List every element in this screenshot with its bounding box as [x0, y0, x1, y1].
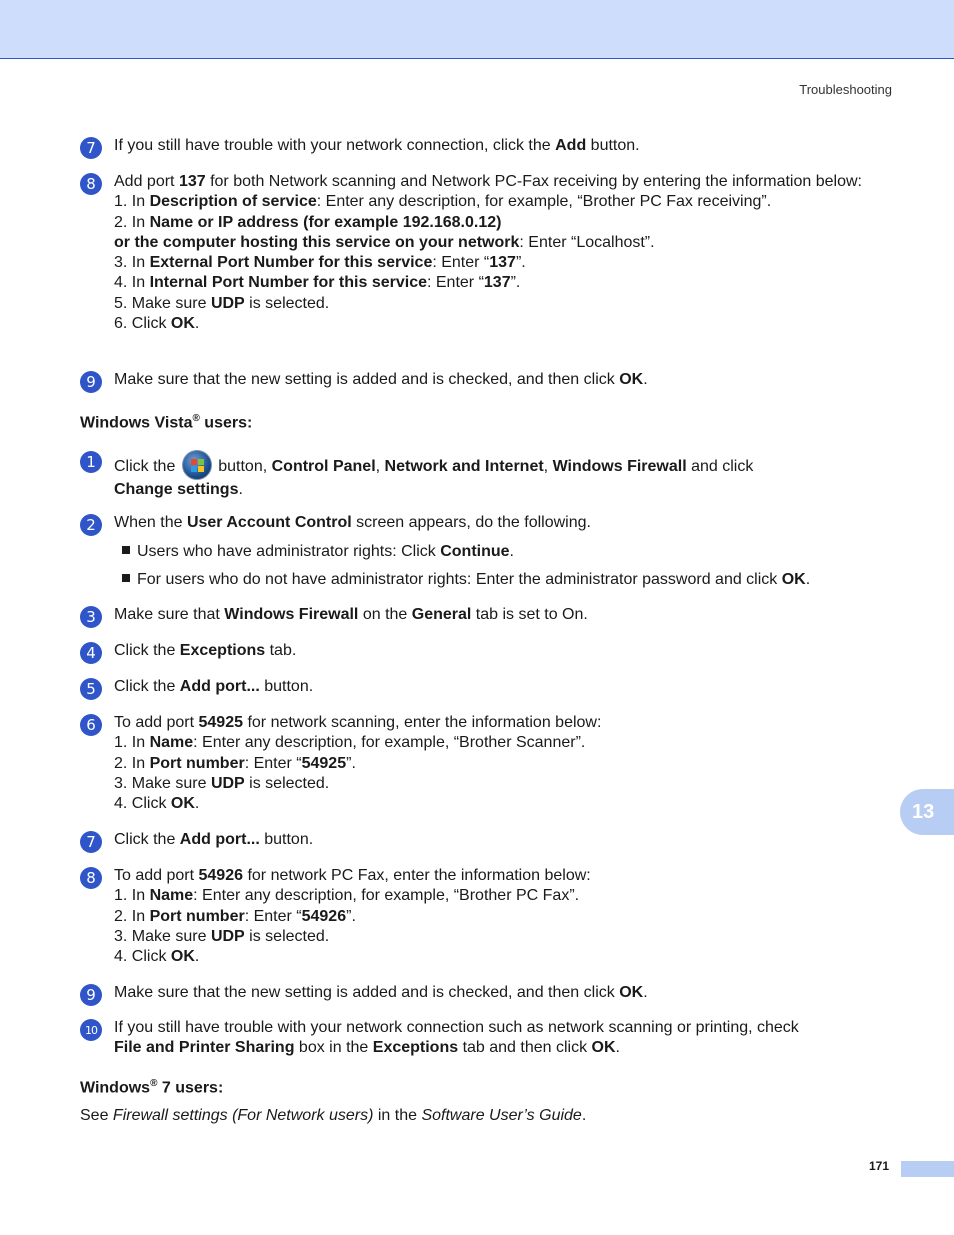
step-8: 8 Add port 137 for both Network scanning and Network PC-Fax receiving by entering the information below: 1. In Description of service: Enter any description, for example, “Brother PC Fax receiving”. 2. In Name or IP address (for example 192.168.0.12) or the computer hosting this service on your network: Enter “Localhost”. 3. In External Port Number for this service: Enter “137”. 4. In Internal Port Number for this service: Enter “137”. 5. Make sure UDP is selected. 6. Click OK. [80, 172, 870, 334]
vista-step-10: 10 If you still have trouble with your network connection such as network scanning or printing, check File and Printer Sharing box in the Exceptions tab and then click OK. [80, 1018, 870, 1059]
bullet-square-icon [122, 574, 130, 582]
step-number-badge: 8 [80, 867, 102, 889]
step-number-badge: 6 [80, 714, 102, 736]
step-number-badge: 7 [80, 831, 102, 853]
windows-start-icon [182, 450, 212, 480]
vista-step-3: 3 Make sure that Windows Firewall on the General tab is set to On. [80, 605, 870, 625]
step-number-badge: 3 [80, 606, 102, 628]
vista-step-9: 9 Make sure that the new setting is added and is checked, and then click OK. [80, 983, 870, 1003]
header-band [0, 0, 954, 59]
step-number-badge: 1 [80, 451, 102, 473]
vista-step-8: 8 To add port 54926 for network PC Fax, enter the information below: 1. In Name: Enter any description, for example, “Brother PC Fax”. 2. In Port number: Enter “54926”. 3. Make sure UDP is selected. 4. Click OK. [80, 866, 870, 967]
vista-step-2: 2 When the User Account Control screen appears, do the following. [80, 513, 870, 533]
chapter-label: Troubleshooting [799, 82, 892, 97]
step-number-badge: 4 [80, 642, 102, 664]
bullet-square-icon [122, 546, 130, 554]
step-number-badge: 9 [80, 984, 102, 1006]
section-heading-vista: Windows Vista® users: [80, 413, 253, 432]
vista-step-6: 6 To add port 54925 for network scanning, enter the information below: 1. In Name: Enter any description, for example, “Brother Scanner”. 2. In Port number: Enter “54925”. 3. Make sure UDP is selected. 4. Click OK. [80, 713, 870, 814]
bullet-admin: Users who have administrator rights: Click Continue. [122, 542, 882, 562]
footer-bar [901, 1161, 954, 1177]
step-number-badge: 8 [80, 173, 102, 195]
vista-step-1: 1 Click the button, Control Panel, Network and Internet, Windows Firewall and click Change settings. [80, 450, 870, 500]
vista-step-5: 5 Click the Add port... button. [80, 677, 870, 697]
step-7: 7 If you still have trouble with your network connection, click the Add button. [80, 136, 870, 156]
step-number-badge: 9 [80, 371, 102, 393]
section-heading-win7: Windows® 7 users: [80, 1078, 224, 1097]
vista-step-7: 7 Click the Add port... button. [80, 830, 870, 850]
vista-step-4: 4 Click the Exceptions tab. [80, 641, 870, 661]
step-number-badge: 5 [80, 678, 102, 700]
step-number-badge: 7 [80, 137, 102, 159]
bullet-non-admin: For users who do not have administrator rights: Enter the administrator password and click OK. [122, 570, 882, 590]
win7-reference: See Firewall settings (For Network users) in the Software User’s Guide. [80, 1107, 587, 1124]
step-9: 9 Make sure that the new setting is added and is checked, and then click OK. [80, 370, 870, 390]
page-number: 171 [869, 1159, 890, 1173]
chapter-tab: 13 [900, 789, 954, 835]
step-number-badge: 2 [80, 514, 102, 536]
step-number-badge: 10 [80, 1019, 102, 1041]
